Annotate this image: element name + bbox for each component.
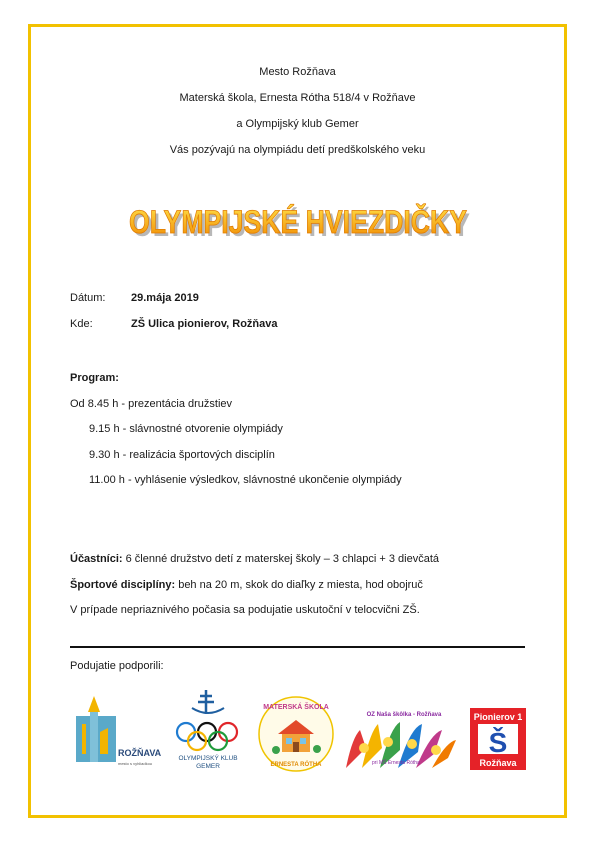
program-item: 11.00 h - vyhlásenie výsledkov, slávnostné ukončenie olympiády [89,474,402,486]
weather-note: V prípade nepriaznivého počasia sa podujatie uskutoční v telocvični ZŠ. [70,604,420,616]
participants-text: 6 členné družstvo detí z materskej školy – 3 chlapci + 3 dievčatá [122,553,439,565]
logo-oz-subcaption: pri MŠ Ernesta Rótha [372,760,420,766]
participants-label: Účastníci: [70,553,123,565]
disciplines-label: Športové disciplíny: [70,579,176,591]
event-title-text: OLYMPIJSKÉ HVIEZDIČKY [128,204,467,240]
logo-roznava [74,694,166,774]
disciplines-line [70,579,423,591]
logo-pionierov-mark: Š [488,727,508,758]
logo-kindergarten-subcaption: ERNESTA RÓTHA [270,762,322,768]
logo-kindergarten [256,694,336,774]
logo-olympic-subcaption: GEMER [196,763,220,770]
program-heading: Program: [70,372,119,384]
logo-roznava-subcaption: mesto s vyhliadkou [118,761,153,766]
program-item: 9.30 h - realizácia športových disciplín [89,449,275,461]
place-label: Kde: [70,318,93,330]
logo-kindergarten-caption: MATERSKÁ ŠKOLA [263,704,329,711]
event-title [0,196,595,246]
participants-line [70,553,439,565]
program-item: Od 8.45 h - prezentácia družstiev [70,398,233,410]
logo-pionierov [470,708,526,770]
logo-pionierov-caption: Pionierov 1 [473,712,523,722]
logo-pionierov-subcaption: Rožňava [479,758,517,768]
logo-olympic-club [170,688,246,774]
header-line-city: Mesto Rožňava [259,66,336,78]
date-label: Dátum: [70,292,106,304]
place-value: ZŠ Ulica pionierov, Rožňava [131,318,278,330]
supporters-label: Podujatie podporili: [70,660,164,672]
header-line-school: Materská škola, Ernesta Rótha 518/4 v Rožňave [179,92,416,104]
logo-oz-caption: OZ Naša škôlka - Rožňava [366,712,442,718]
logo-oz-nasa-skolka [342,708,460,774]
disciplines-text: beh na 20 m, skok do diaľky z miesta, hod obojruč [175,579,423,591]
logo-olympic-caption: OLYMPIJSKÝ KLUB [178,755,238,762]
header-line-club: a Olympijský klub Gemer [236,118,359,130]
divider-line [70,646,525,648]
date-value: 29.mája 2019 [131,292,199,304]
event-title-shadow: OLYMPIJSKÉ HVIEZDIČKY [131,207,470,243]
program-item: 9.15 h - slávnostné otvorenie olympiády [89,423,283,435]
header-line-invite: Vás pozývajú na olympiádu detí predškolského veku [169,144,426,156]
logo-roznava-caption: ROŽŇAVA [118,748,162,758]
